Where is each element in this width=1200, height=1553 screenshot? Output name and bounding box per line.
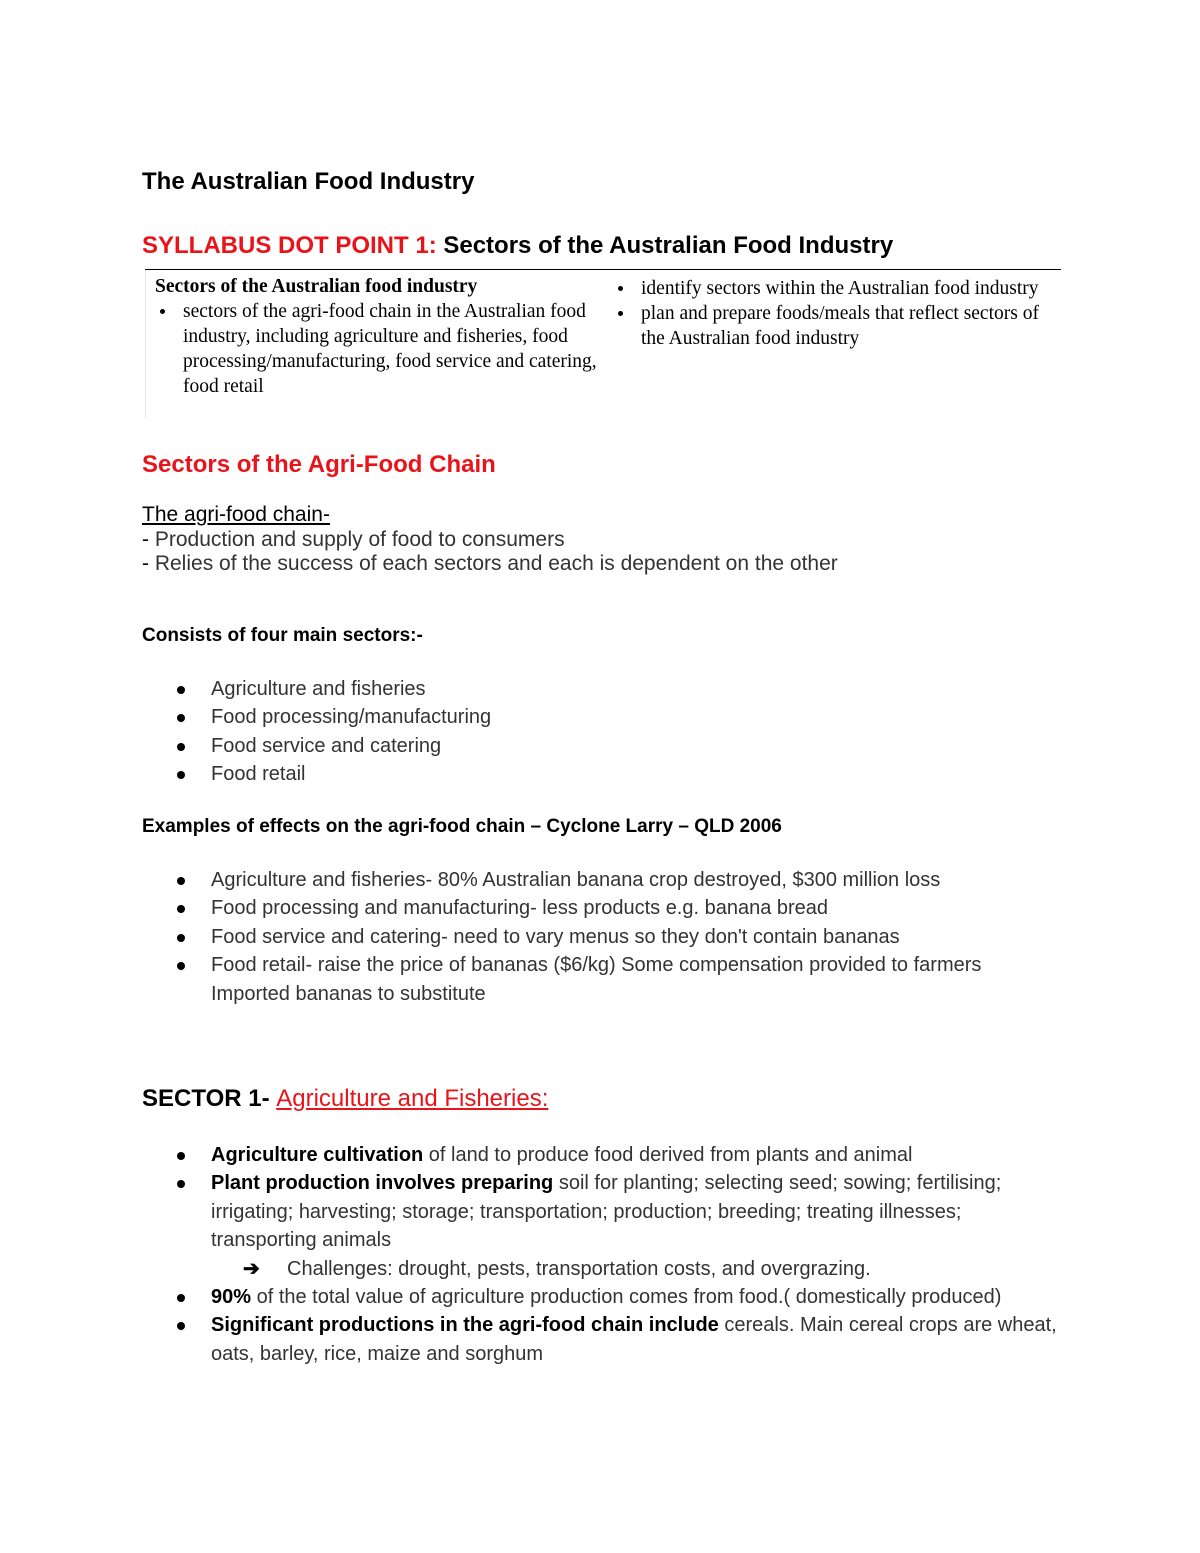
four-sectors-list: [142, 675, 1062, 789]
list-item: [142, 1169, 1062, 1254]
item-text: of the total value of agriculture production comes from food.( domestically produced): [251, 1286, 1002, 1309]
item-text: Challenges: drought, pests, transportation costs, and overgrazing.: [287, 1257, 871, 1280]
list-item: identify sectors within the Australian food industry: [613, 276, 1053, 301]
sector-1-list: [142, 1141, 1062, 1368]
list-item: Agriculture and fisheries: [142, 675, 1062, 703]
list-item: Food retail: [142, 760, 1062, 788]
list-item: [142, 1255, 1062, 1283]
syllabus-content-list: [155, 299, 605, 399]
list-item: Food retail- raise the price of bananas ($6/kg) Some compensation provided to farmers Imported bananas to substitute: [142, 951, 1061, 1008]
table-left-border: [145, 270, 146, 418]
four-sectors-label: Consists of four main sectors:-: [142, 625, 423, 646]
list-item: sectors of the agri-food chain in the Australian food industry, including agriculture and fisheries, food processing/manufacturing, food service and catering, food retail: [155, 299, 605, 399]
definition-text: Relies of the success of each sectors and each is dependent on the other: [149, 552, 838, 575]
definition-line: [142, 528, 838, 553]
dash-marker: -: [142, 527, 149, 551]
syllabus-table-heading: Sectors of the Australian food industry: [155, 276, 478, 297]
section-title-agri-food-chain: Sectors of the Agri-Food Chain: [142, 451, 496, 478]
syllabus-column-outcomes: [613, 276, 1053, 351]
list-item: Food processing and manufacturing- less products e.g. banana bread: [142, 894, 1062, 922]
agri-food-chain-definition: [142, 503, 838, 577]
bold-term: Agriculture cultivation: [211, 1144, 424, 1166]
item-text: cereals. Main cereal crops are wheat, oats, barley, rice, maize and sorghum: [211, 1314, 1057, 1365]
agri-food-chain-subtitle: The agri-food chain-: [142, 503, 330, 526]
bold-term: Significant productions in the agri-food chain include: [211, 1314, 719, 1337]
syllabus-label: SYLLABUS DOT POINT 1:: [142, 232, 437, 259]
definition-text: Production and supply of food to consumers: [149, 527, 565, 551]
definition-line: [142, 552, 838, 577]
bold-term: Plant production involves preparing: [211, 1172, 554, 1195]
list-item: [142, 1311, 1062, 1368]
syllabus-table: [145, 269, 1061, 418]
examples-label: Examples of effects on the agri-food chain – Cyclone Larry – QLD 2006: [142, 816, 782, 837]
bold-term: 90%: [211, 1286, 252, 1309]
list-item: [142, 1141, 1062, 1169]
syllabus-outcomes-list: [613, 276, 1053, 351]
sector-1-prefix: SECTOR 1-: [142, 1085, 277, 1112]
document-title: The Australian Food Industry: [142, 168, 475, 195]
examples-list: [142, 866, 1062, 1008]
arrow-right-icon: ➔: [243, 1257, 260, 1280]
syllabus-text: Sectors of the Australian Food Industry: [436, 232, 894, 259]
item-text: soil for planting; selecting seed; sowing; fertilising; irrigating; harvesting; storage; transportation; production; breeding; treating illnesses; transporting animals: [211, 1172, 1002, 1252]
list-item: Food processing/manufacturing: [142, 703, 1062, 731]
list-item: Agriculture and fisheries- 80% Australian banana crop destroyed, $300 million loss: [142, 866, 1062, 894]
list-item: [142, 1283, 1062, 1311]
syllabus-column-content: [155, 274, 605, 399]
list-item: Food service and catering- need to vary menus so they don't contain bananas: [142, 923, 1062, 951]
sector-1-title-link[interactable]: Agriculture and Fisheries:: [276, 1085, 549, 1112]
dash-marker: -: [142, 552, 149, 575]
sector-1-heading: [142, 1085, 548, 1113]
list-item: plan and prepare foods/meals that reflect sectors of the Australian food industry: [613, 301, 1053, 351]
list-item: Food service and catering: [142, 732, 1062, 760]
syllabus-heading: [142, 232, 893, 260]
item-text: of land to produce food derived from plants and animal: [423, 1144, 913, 1166]
